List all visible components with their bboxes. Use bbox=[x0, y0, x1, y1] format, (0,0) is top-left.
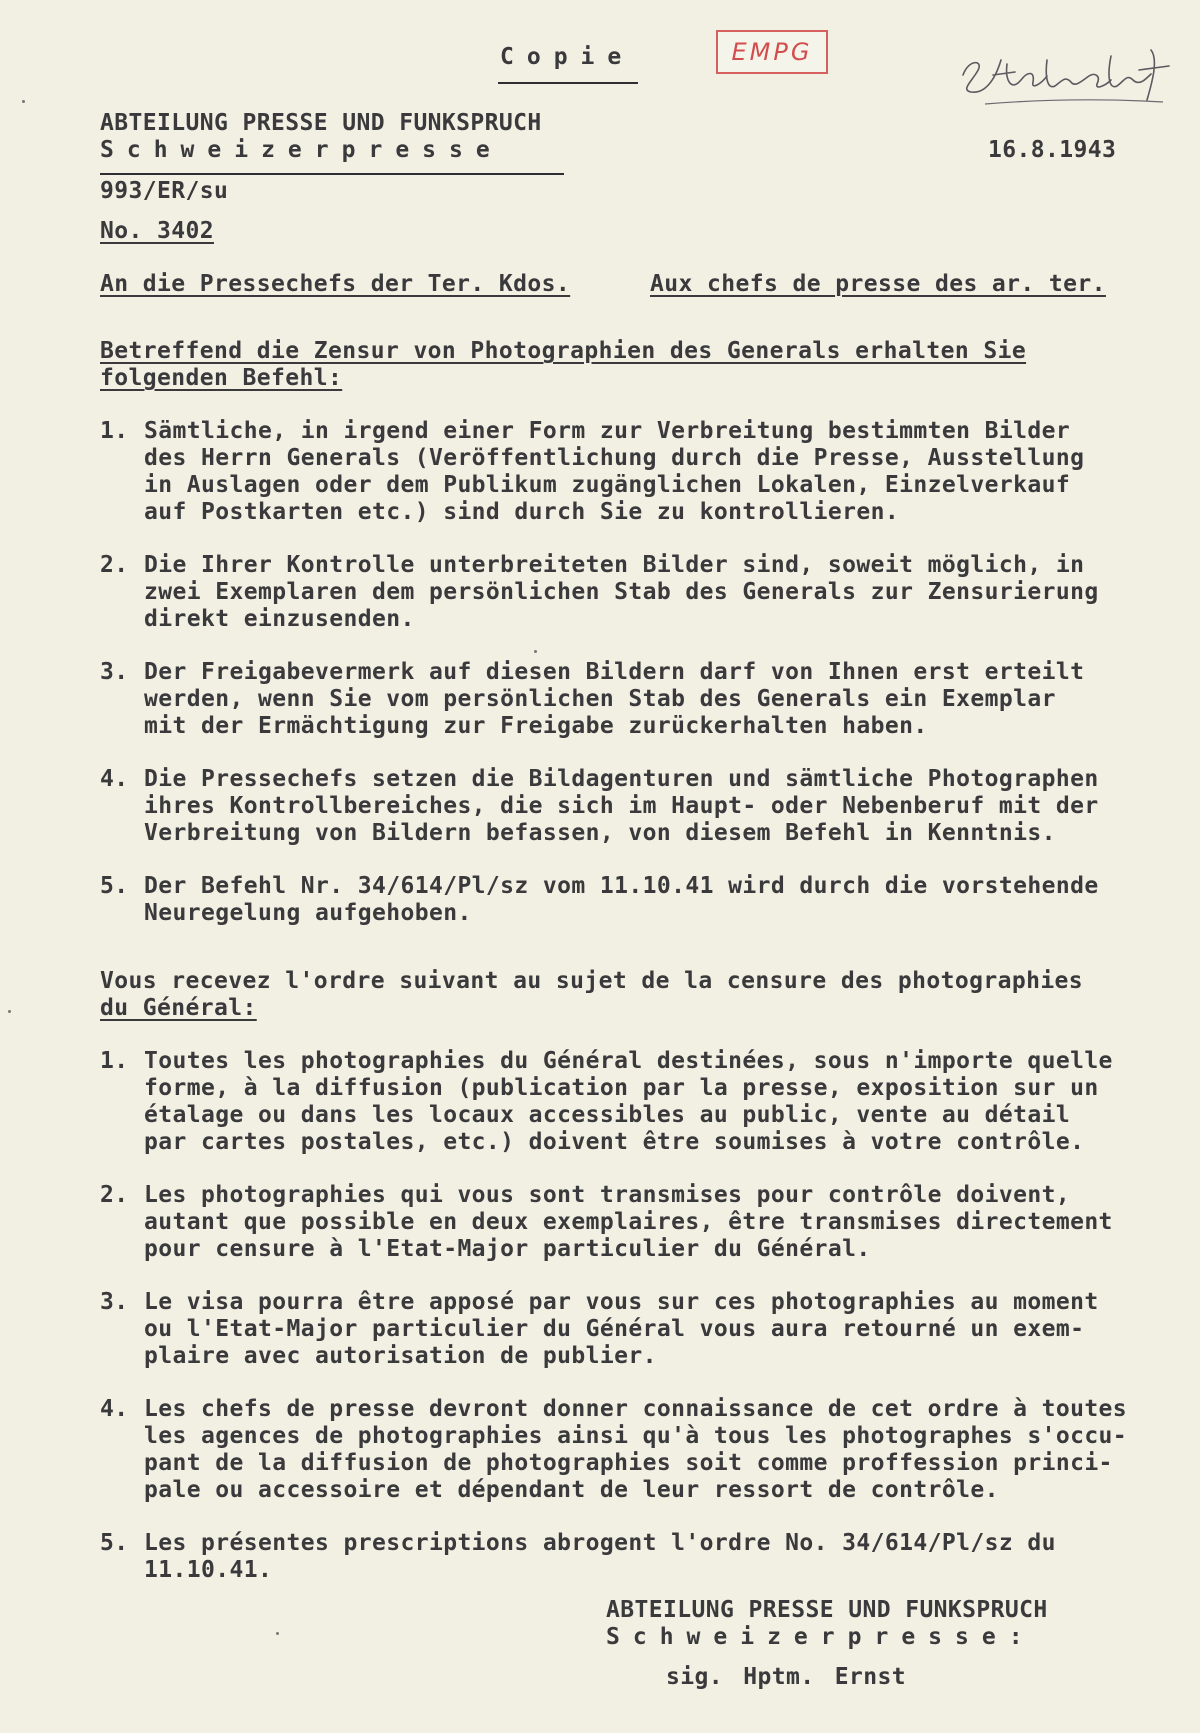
german-intro-line1: Betreffend die Zensur von Photographien des Generals erhalten Sie bbox=[100, 338, 1027, 364]
paper-speck bbox=[8, 1010, 11, 1013]
copy-underline bbox=[498, 82, 638, 84]
german-item-1 bbox=[100, 418, 1160, 526]
french-item-4 bbox=[100, 1396, 1160, 1504]
item-text: Les photographies qui vous sont transmises pour contrôle doivent, autant que possible en deux exemplaires, être transmises directement pour censure à l'Etat-Major particulier du Général. bbox=[144, 1182, 1113, 1262]
paper-speck bbox=[534, 650, 537, 653]
document-date: 16.8.1943 bbox=[988, 137, 1117, 163]
item-number: 4. bbox=[100, 766, 129, 792]
item-number: 5. bbox=[100, 873, 129, 899]
item-number: 3. bbox=[100, 659, 129, 685]
department-line2: Schweizerpresse bbox=[100, 137, 503, 163]
item-number: 1. bbox=[100, 1048, 129, 1074]
german-item-2 bbox=[100, 552, 1160, 633]
handwritten-note bbox=[955, 20, 1175, 110]
german-intro-line2: folgenden Befehl: bbox=[100, 365, 343, 391]
german-item-5 bbox=[100, 873, 1160, 927]
item-text: Les chefs de presse devront donner connaissance de cet ordre à toutes les agences de photographies ainsi qu'à tous les photographes s'occu- pant de la diffusion de photographies soit comme proffession princi- pale ou accessoire et dépendant de leur ressort de contrôle. bbox=[144, 1396, 1128, 1503]
reference-code: 993/ER/su bbox=[100, 178, 229, 204]
signature-line2: Schweizerpresse: bbox=[606, 1624, 1036, 1650]
item-number: 2. bbox=[100, 1182, 129, 1208]
signature-line1: ABTEILUNG PRESSE UND FUNKSPRUCH bbox=[606, 1597, 1048, 1623]
german-item-3 bbox=[100, 659, 1160, 740]
header-rule bbox=[100, 173, 564, 175]
french-intro-line2: du Général: bbox=[100, 995, 257, 1021]
french-item-1 bbox=[100, 1048, 1160, 1156]
department-line1: ABTEILUNG PRESSE UND FUNKSPRUCH bbox=[100, 110, 542, 136]
german-item-4 bbox=[100, 766, 1160, 847]
paper-speck bbox=[22, 100, 25, 103]
item-number: 3. bbox=[100, 1289, 129, 1315]
addressee-french: Aux chefs de presse des ar. ter. bbox=[650, 271, 1106, 297]
item-text: Die Pressechefs setzen die Bildagenturen und sämtliche Photographen ihres Kontrollbereiches, die sich im Haupt- oder Nebenberuf mit der Verbreitung von Bildern befassen, von diesem Befehl in Kenntnis. bbox=[144, 766, 1099, 846]
item-text: Die Ihrer Kontrolle unterbreiteten Bilder sind, soweit möglich, in zwei Exemplaren dem persönlichen Stab des Generals zur Zensurierung direkt einzusenden. bbox=[144, 552, 1099, 632]
french-item-2 bbox=[100, 1182, 1160, 1263]
copy-label: Copie bbox=[500, 44, 635, 70]
item-number: 2. bbox=[100, 552, 129, 578]
item-text: Der Freigabevermerk auf diesen Bildern darf von Ihnen erst erteilt werden, wenn Sie vom persönlichen Stab des Generals ein Exemplar mit der Ermächtigung zur Freigabe zurückerhalten haben. bbox=[144, 659, 1085, 739]
item-number: 1. bbox=[100, 418, 129, 444]
item-text: Der Befehl Nr. 34/614/Pl/sz vom 11.10.41 wird durch die vorstehende Neuregelung aufgehoben. bbox=[144, 873, 1099, 926]
french-intro-line1: Vous recevez l'ordre suivant au sujet de la censure des photographies bbox=[100, 968, 1084, 994]
paper-speck bbox=[276, 1632, 279, 1635]
stamp-empg bbox=[716, 30, 828, 74]
item-number: 4. bbox=[100, 1396, 129, 1422]
item-number: 5. bbox=[100, 1530, 129, 1556]
document-number: No. 3402 bbox=[100, 218, 214, 244]
item-text: Sämtliche, in irgend einer Form zur Verbreitung bestimmten Bilder des Herrn Generals (Veröffentlichung durch die Presse, Ausstellung in Auslagen oder dem Publikum zugänglichen Lokalen, Einzelverkauf auf Postkarten etc.) sind durch Sie zu kontrollieren. bbox=[144, 418, 1085, 525]
item-text: Les présentes prescriptions abrogent l'ordre No. 34/614/Pl/sz du 11.10.41. bbox=[144, 1530, 1056, 1583]
french-item-3 bbox=[100, 1289, 1160, 1370]
signature-line3: sig. Hptm. Ernst bbox=[666, 1664, 906, 1690]
addressee-german: An die Pressechefs der Ter. Kdos. bbox=[100, 271, 571, 297]
item-text: Toutes les photographies du Général destinées, sous n'importe quelle forme, à la diffusion (publication par la presse, exposition sur un étalage ou dans les locaux accessibles au public, vente au détail par cartes postales, etc.) doivent être soumises à votre contrôle. bbox=[144, 1048, 1113, 1155]
french-item-5 bbox=[100, 1530, 1160, 1584]
item-text: Le visa pourra être apposé par vous sur ces photographies au moment ou l'Etat-Major particulier du Général vous aura retourné un exem- plaire avec autorisation de publier. bbox=[144, 1289, 1099, 1369]
stamp-text: EMPG bbox=[731, 38, 813, 66]
